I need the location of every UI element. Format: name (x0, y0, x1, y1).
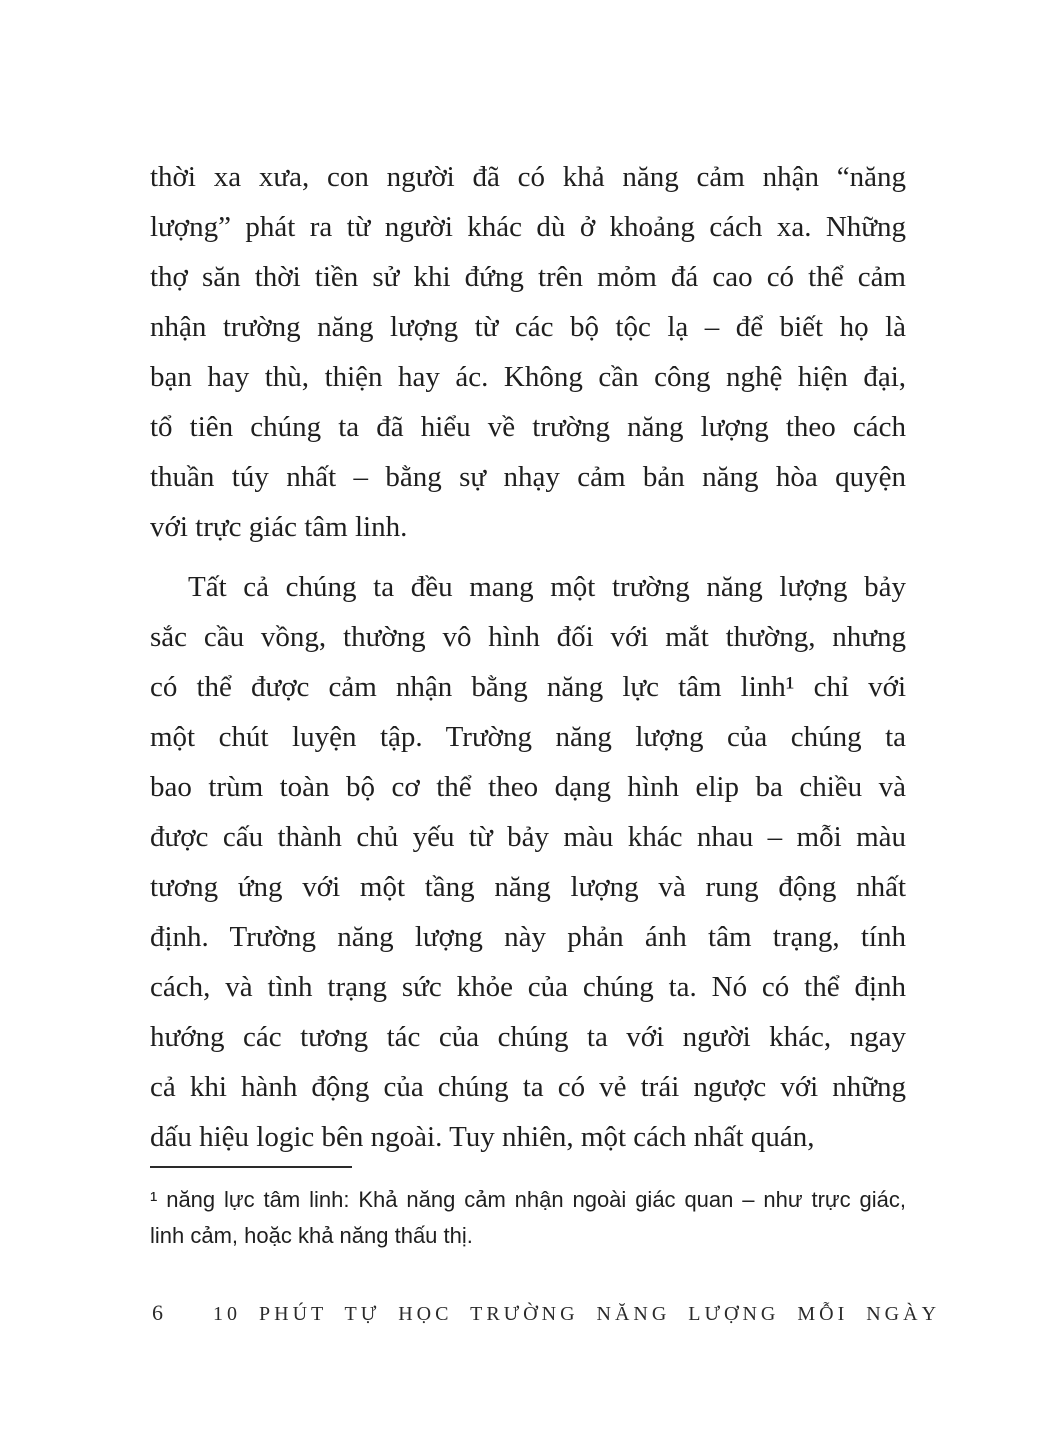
text-line: được cấu thành chủ yếu từ bảy màu khác nhau – mỗi màu (150, 821, 906, 853)
paragraph (150, 562, 906, 1162)
body-text (150, 152, 906, 1162)
text-line: dấu hiệu logic bên ngoài. Tuy nhiên, một cách nhất quán, (150, 1121, 815, 1153)
footnote-separator (150, 1166, 352, 1168)
text-line: sắc cầu vồng, thường vô hình đối với mắt thường, nhưng (150, 621, 906, 653)
text-line: Tất cả chúng ta đều mang một trường năng lượng bảy (188, 571, 906, 603)
text-line: định. Trường năng lượng này phản ánh tâm trạng, tính (150, 921, 906, 953)
text-line: cả khi hành động của chúng ta có vẻ trái ngược với những (150, 1071, 906, 1103)
running-title: 10 PHÚT TỰ HỌC TRƯỜNG NĂNG LƯỢNG MỖI NGÀY (213, 1303, 941, 1325)
text-line: một chút luyện tập. Trường năng lượng của chúng ta (150, 721, 906, 753)
text-line: nhận trường năng lượng từ các bộ tộc lạ – để biết họ là (150, 311, 906, 343)
text-line: có thể được cảm nhận bằng năng lực tâm linh¹ chỉ với (150, 671, 906, 703)
footnote-line: linh cảm, hoặc khả năng thấu thị. (150, 1223, 473, 1248)
footnote (150, 1166, 906, 1254)
text-line: với trực giác tâm linh. (150, 511, 408, 543)
text-line: lượng” phát ra từ người khác dù ở khoảng cách xa. Những (150, 211, 906, 243)
text-line: hướng các tương tác của chúng ta với người khác, ngay (150, 1021, 906, 1053)
text-line: bạn hay thù, thiện hay ác. Không cần công nghệ hiện đại, (150, 361, 906, 393)
text-line: thuần túy nhất – bằng sự nhạy cảm bản năng hòa quyện (150, 461, 906, 493)
footnote-text (150, 1182, 906, 1254)
text-line: cách, và tình trạng sức khỏe của chúng ta. Nó có thể định (150, 971, 906, 1003)
text-line: bao trùm toàn bộ cơ thể theo dạng hình elip ba chiều và (150, 771, 906, 803)
text-line: tổ tiên chúng ta đã hiểu về trường năng lượng theo cách (150, 411, 906, 443)
text-line: thợ săn thời tiền sử khi đứng trên mỏm đá cao có thể cảm (150, 261, 906, 293)
text-line: tương ứng với một tầng năng lượng và rung động nhất (150, 871, 906, 903)
page-number: 6 (152, 1300, 163, 1325)
page-footer (152, 1300, 941, 1326)
footnote-line: ¹ năng lực tâm linh: Khả năng cảm nhận ngoài giác quan – như trực giác, (150, 1187, 906, 1212)
paragraph (150, 152, 906, 552)
text-line: thời xa xưa, con người đã có khả năng cảm nhận “năng (150, 161, 906, 193)
